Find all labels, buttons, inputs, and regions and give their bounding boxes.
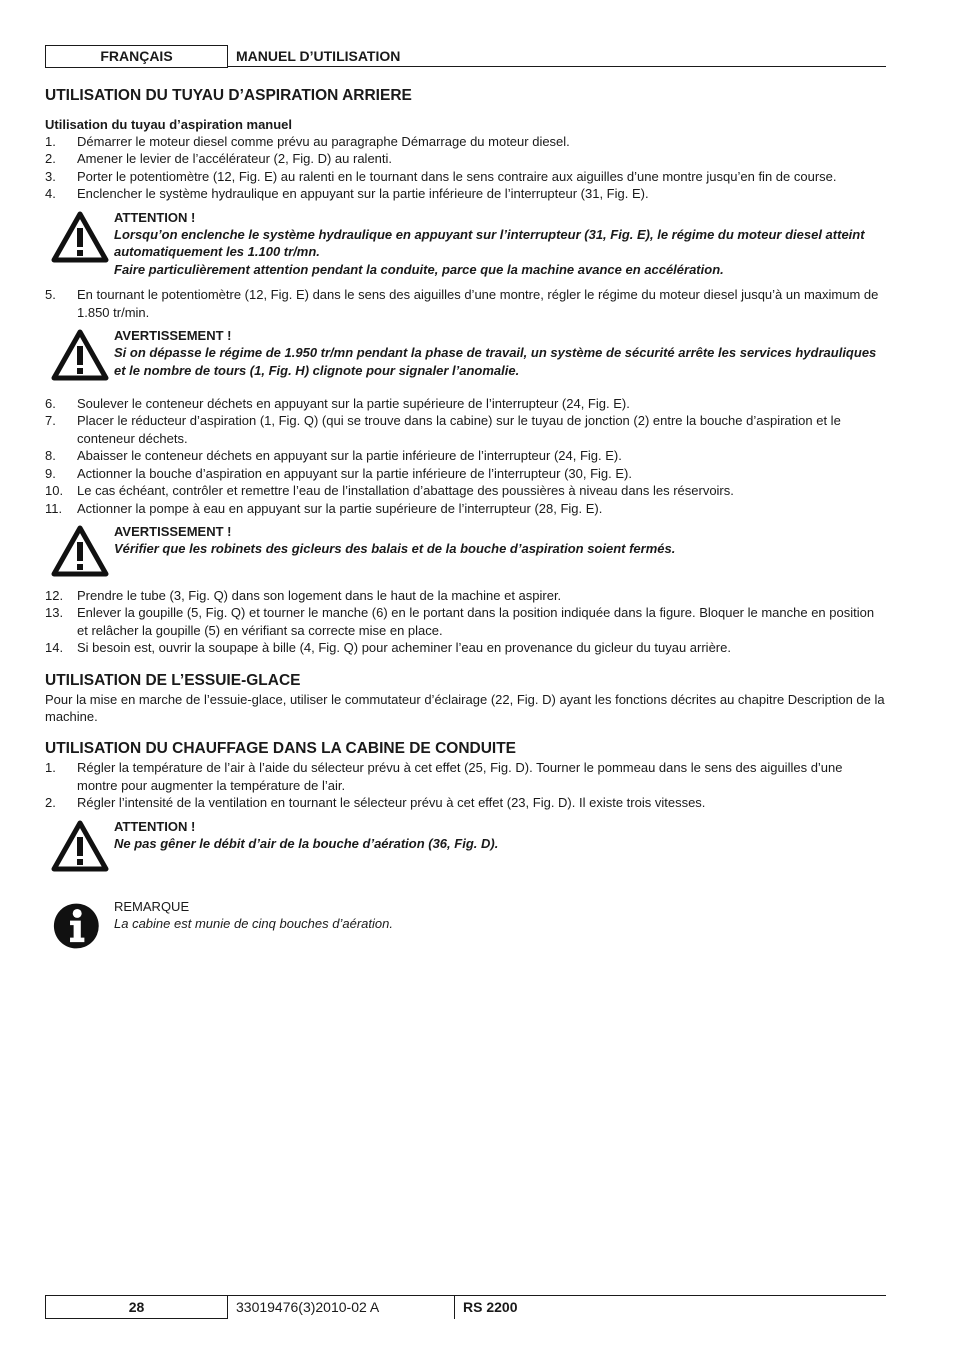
list-item: 3. Porter le potentiomètre (12, Fig. E) au ralenti en le tournant dans le sens contraire aux aiguilles d’une montre jusqu’en fin de course. — [45, 168, 837, 184]
remark-text: La cabine est munie de cinq bouches d’aération. — [114, 915, 393, 931]
notice-text: Ne pas gêner le débit d’air de la bouche d’aération (36, Fig. D). — [114, 835, 499, 851]
steps-list-a — [45, 133, 886, 203]
list-item: 14. Si besoin est, ouvrir la soupape à bille (4, Fig. Q) pour acheminer l’eau en provenance du gicleur du tuyau arrière. — [45, 640, 731, 656]
list-item: 2. Régler l’intensité de la ventilation en tournant le sélecteur prévu à cet effet (23, Fig. D). Il existe trois vitesses. — [45, 795, 706, 811]
list-item: 5. En tournant le potentiomètre (12, Fig. E) dans le sens des aiguilles d’une montre, régler le régime du moteur diesel jusqu’à un maximum de 1.850 tr/min. — [45, 287, 879, 320]
page-header — [45, 45, 886, 67]
warning-triangle-icon — [51, 525, 109, 577]
attention-notice-hydraulic — [45, 209, 886, 279]
notice-title: ATTENTION ! — [114, 818, 196, 834]
page-footer — [45, 1295, 886, 1319]
steps-list-b — [45, 286, 886, 321]
page-content — [45, 86, 886, 966]
notice-title: ATTENTION ! — [114, 209, 196, 225]
list-item: 8. Abaisser le conteneur déchets en appuyant sur la partie inférieure de l’interrupteur (24, Fig. E). — [45, 448, 622, 464]
section-heading-wiper: UTILISATION DE L’ESSUIE-GLACE — [45, 671, 301, 689]
list-item: 1. Régler la température de l’air à l’aide du sélecteur prévu à cet effet (25, Fig. D). Tourner le pommeau dans le sens des aiguilles d’une montre pour augmenter la température de l’air. — [45, 760, 843, 793]
steps-list-heating — [45, 759, 886, 811]
list-item: 13. Enlever la goupille (5, Fig. Q) et tourner le manche (6) en le portant dans la position indiquée dans la figure. Bloquer le manche en position et relâcher la goupille (5) en vérifiant sa correcte mise en place. — [45, 605, 875, 638]
notice-text: Faire particulièrement attention pendant la conduite, parce que la machine avance en accélération. — [114, 261, 724, 277]
list-item: 6. Soulever le conteneur déchets en appuyant sur la partie supérieure de l’interrupteur (24, Fig. E). — [45, 396, 630, 412]
model-name: RS 2200 — [463, 1299, 518, 1315]
manual-title: MANUEL D’UTILISATION — [236, 48, 401, 64]
document-code: 33019476(3)2010-02 A — [236, 1299, 380, 1315]
list-item: 1. Démarrer le moteur diesel comme prévu au paragraphe Démarrage du moteur diesel. — [45, 134, 570, 149]
steps-list-d — [45, 587, 886, 657]
section-cabin-heating — [45, 739, 886, 957]
attention-notice-air-vent — [45, 818, 886, 878]
language-label: FRANÇAIS — [45, 45, 228, 68]
notice-text: Si on dépasse le régime de 1.950 tr/mn pendant la phase de travail, un système de sécurité arrête les services hydrauliques et le nombre de tours (1, Fig. H) clignote pour signaler l’anomalie. — [114, 345, 877, 378]
warning-notice-nozzles — [45, 523, 886, 575]
warning-triangle-icon — [51, 211, 109, 263]
info-icon — [53, 900, 105, 952]
list-item: 12. Prendre le tube (3, Fig. Q) dans son logement dans le haut de la machine et aspirer. — [45, 587, 562, 603]
list-item: 11. Actionner la pompe à eau en appuyant sur la partie supérieure de l’interrupteur (28, Fig. E). — [45, 500, 603, 516]
notice-title: AVERTISSEMENT ! — [114, 523, 232, 539]
notice-title: AVERTISSEMENT ! — [114, 328, 232, 344]
warning-triangle-icon — [51, 329, 109, 381]
list-item: 9. Actionner la bouche d’aspiration en appuyant sur la partie inférieure de l’interrupteur (30, Fig. E). — [45, 465, 632, 481]
steps-list-c — [45, 395, 886, 517]
section-wiper — [45, 671, 886, 726]
list-item: 7. Placer le réducteur d’aspiration (1, Fig. Q) (qui se trouve dans la cabine) sur le tuyau de jonction (2) entre la bouche d’aspiration et le conteneur déchets. — [45, 413, 841, 446]
list-item: 2. Amener le levier de l’accélérateur (2, Fig. D) au ralenti. — [45, 151, 393, 167]
footer-separator — [454, 1295, 455, 1319]
wiper-paragraph: Pour la mise en marche de l’essuie-glace, utiliser le commutateur d’éclairage (22, Fig. D) ayant les fonctions décrites au chapitre Description de la machine. — [45, 691, 885, 724]
list-item: 4. Enclencher le système hydraulique en appuyant sur la partie inférieure de l’interrupteur (31, Fig. E). — [45, 186, 649, 202]
page-number: 28 — [45, 1295, 228, 1319]
remark-notice — [45, 898, 886, 958]
notice-text: Lorsqu’on enclenche le système hydraulique en appuyant sur l’interrupteur (31, Fig. E), le régime du moteur diesel atteint automatiquement les 1.100 tr/mn. — [114, 227, 865, 260]
notice-text: Vérifier que les robinets des gicleurs des balais et de la bouche d’aspiration soient fermés. — [114, 541, 676, 557]
warning-notice-rpm — [45, 327, 886, 387]
section-heading-cabin-heating: UTILISATION DU CHAUFFAGE DANS LA CABINE DE CONDUITE — [45, 740, 517, 758]
subheading-manual-suction-hose: Utilisation du tuyau d’aspiration manuel — [45, 117, 293, 132]
remark-title: REMARQUE — [114, 898, 190, 914]
list-item: 10. Le cas échéant, contrôler et remettre l’eau de l’installation d’abattage des poussières à niveau dans les réservoirs. — [45, 483, 734, 499]
section-heading-rear-suction-hose: UTILISATION DU TUYAU D’ASPIRATION ARRIERE — [45, 87, 412, 104]
warning-triangle-icon — [51, 820, 109, 872]
